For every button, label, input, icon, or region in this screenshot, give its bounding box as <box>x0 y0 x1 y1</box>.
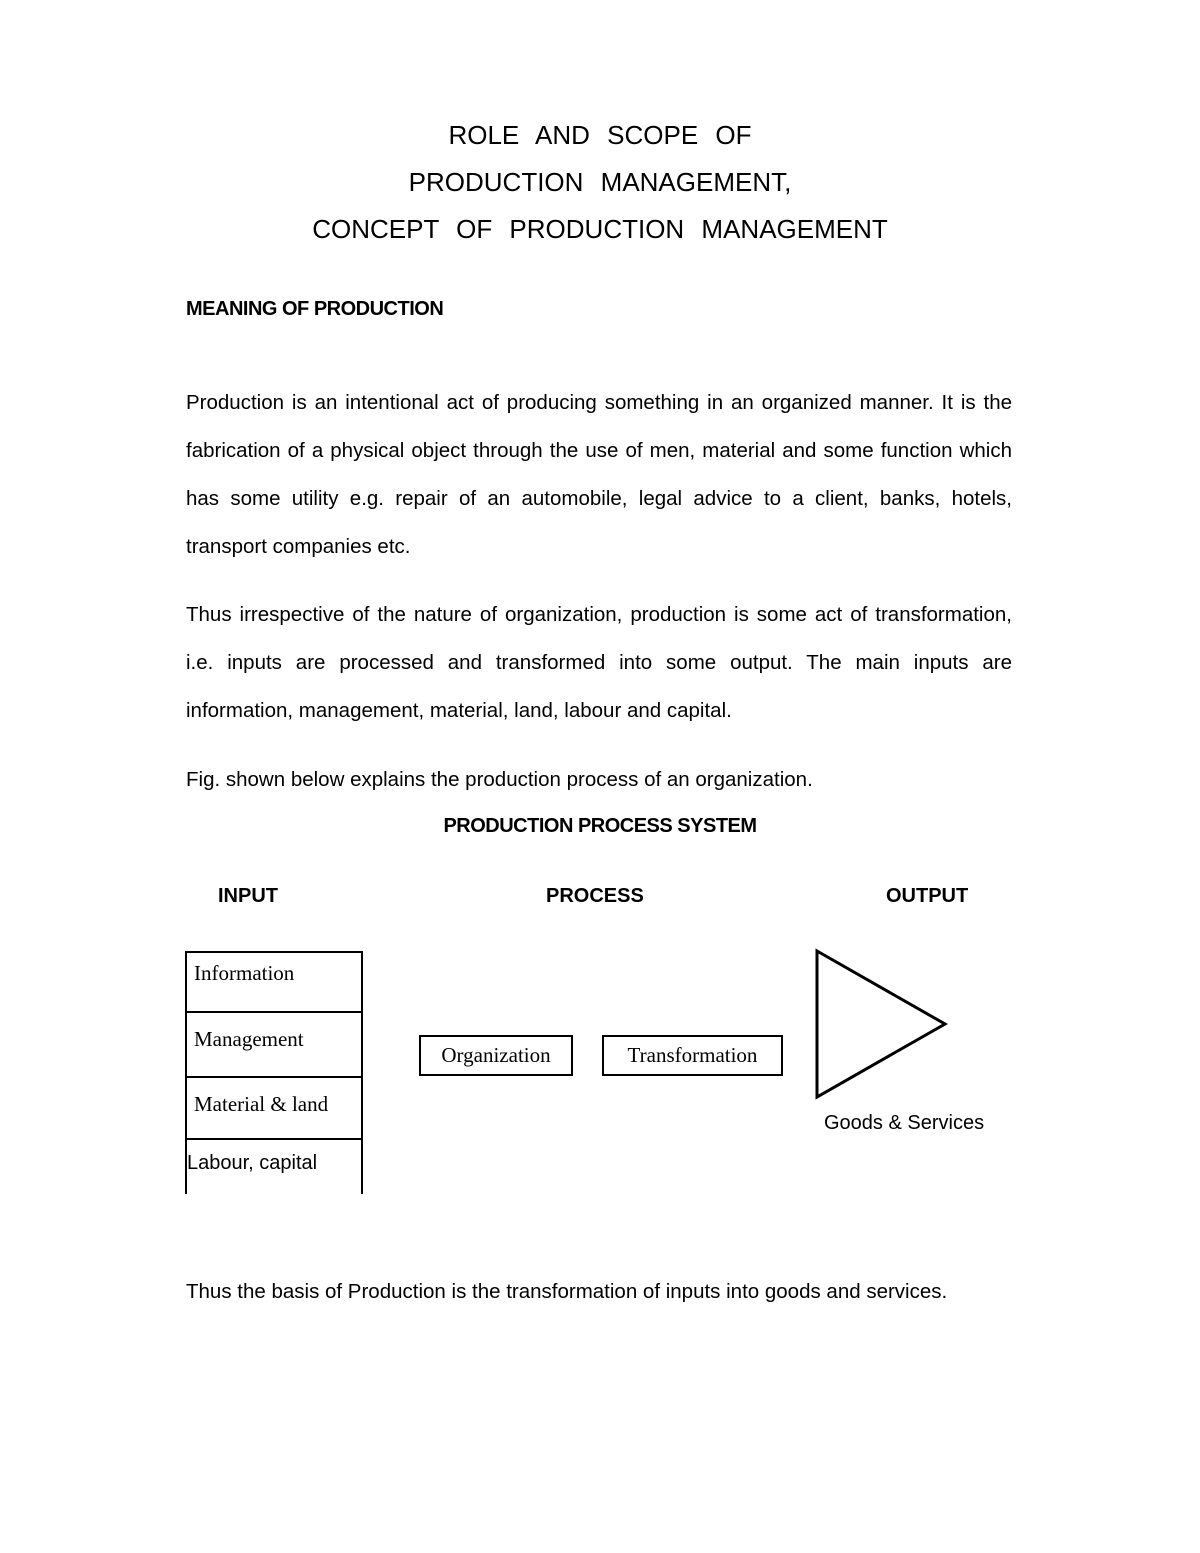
input-cell-information: Information <box>185 951 363 1012</box>
input-cell-management: Management <box>185 1011 363 1077</box>
paragraph-transformation: Thus irrespective of the nature of organization, production is some act of transformation, i.e. inputs are processed and transformed into some output. The main inputs are information, management, material, land, labour and capital. <box>186 602 1012 722</box>
process-box-organization: Organization <box>419 1035 573 1076</box>
input-column-label: INPUT <box>218 885 278 907</box>
output-triangle <box>812 946 952 1102</box>
paragraph-meaning: Production is an intentional act of producing something in an organized manner. It is the fabrication of a physical object through the use of men, material and some function which has some utility e.g. repair of an automobile, legal advice to a client, banks, hotels, transport companies etc. <box>186 390 1012 558</box>
document-title <box>0 112 1200 253</box>
input-cell-labour-capital: Labour, capital <box>185 1138 363 1194</box>
paragraph-conclusion: Thus the basis of Production is the transformation of inputs into goods and services. <box>186 1279 948 1303</box>
input-cell-material-land: Material & land <box>185 1076 363 1139</box>
title-line-1: ROLE AND SCOPE OF <box>448 120 752 150</box>
title-line-3: CONCEPT OF PRODUCTION MANAGEMENT <box>312 214 888 244</box>
section-heading: MEANING OF PRODUCTION <box>186 298 444 320</box>
process-box-transformation: Transformation <box>602 1035 783 1076</box>
paragraph-figure-intro: Fig. shown below explains the production process of an organization. <box>186 767 813 791</box>
output-column-label: OUTPUT <box>886 885 969 907</box>
input-stack <box>185 951 363 1194</box>
title-line-2: PRODUCTION MANAGEMENT, <box>408 167 792 197</box>
output-label: Goods & Services <box>824 1112 985 1134</box>
process-column-label: PROCESS <box>546 885 644 907</box>
diagram-title: PRODUCTION PROCESS SYSTEM <box>443 815 757 837</box>
